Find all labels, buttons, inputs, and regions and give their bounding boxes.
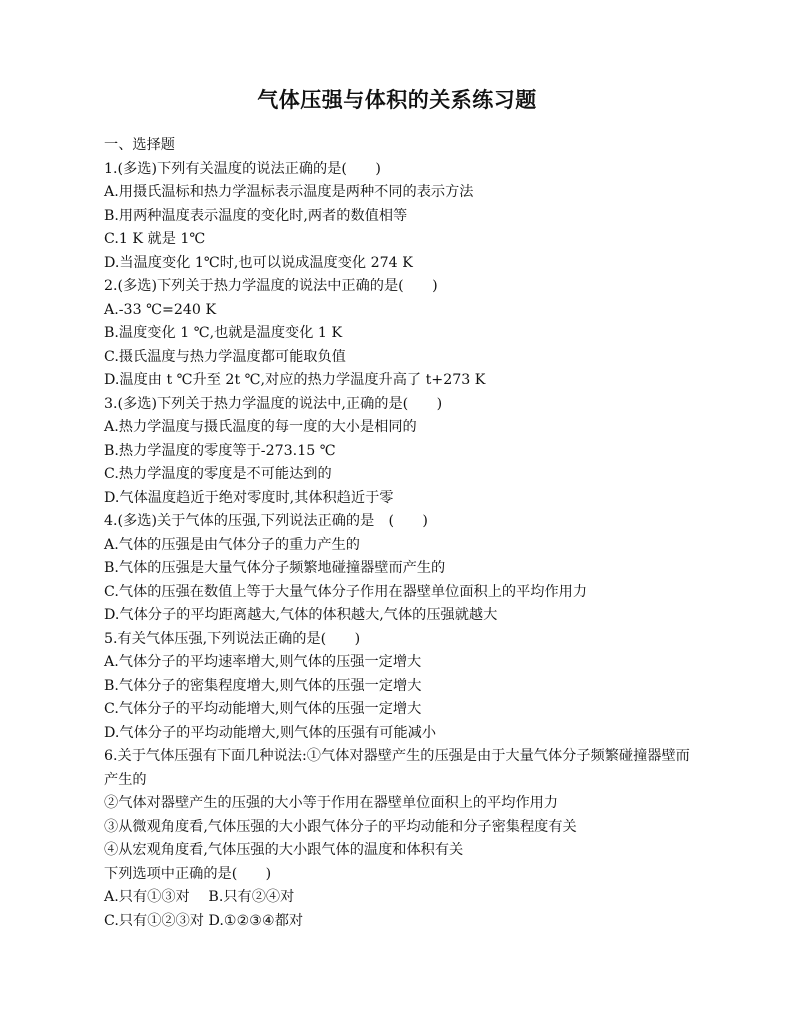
option-b: B.气体的压强是大量气体分子频繁地碰撞器壁而产生的 [104, 560, 446, 576]
option-d: D.温度由 t ℃升至 2t ℃,对应的热力学温度升高了 t+273 K [104, 372, 486, 388]
question-stem: 1.(多选)下列有关温度的说法正确的是( ) [104, 160, 381, 177]
page-title: 气体压强与体积的关系练习题 [257, 88, 537, 112]
question-stem: 5.有关气体压强,下列说法正确的是( ) [104, 630, 361, 647]
options-a-b: A.只有①③对 B.只有②④对 [104, 889, 295, 905]
option-c: C.热力学温度的零度是不可能达到的 [104, 466, 332, 482]
question-list [104, 134, 694, 933]
option-b: B.用两种温度表示温度的变化时,两者的数值相等 [104, 207, 408, 224]
section-heading: 一、选择题 [104, 137, 175, 153]
question-5 [104, 628, 694, 746]
option-a: A.热力学温度与摄氏温度的每一度的大小是相同的 [104, 419, 417, 435]
question-3 [104, 393, 694, 511]
question-1 [104, 158, 694, 276]
question-2 [104, 275, 694, 393]
option-a: A.气体分子的平均速率增大,则气体的压强一定增大 [104, 654, 422, 670]
question-stem: 2.(多选)下列关于热力学温度的说法中正确的是( ) [104, 278, 438, 294]
option-d: D.气体分子的平均动能增大,则气体的压强有可能减小 [104, 724, 437, 741]
option-c: C.气体分子的平均动能增大,则气体的压强一定增大 [104, 701, 422, 717]
question-6 [104, 745, 694, 933]
statement-4: ④从宏观角度看,气体压强的大小跟气体的温度和体积有关 [104, 842, 464, 858]
question-prompt: 下列选项中正确的是( ) [104, 865, 272, 882]
question-stem: 6.关于气体压强有下面几种说法:①气体对器壁产生的压强是由于大量气体分子频繁碰撞器壁而产生的 [104, 748, 690, 788]
option-a: A.用摄氏温标和热力学温标表示温度是两种不同的表示方法 [104, 184, 474, 200]
question-4 [104, 510, 694, 628]
option-d: D.气体分子的平均距离越大,气体的体积越大,气体的压强就越大 [104, 607, 498, 623]
option-b: B.温度变化 1 ℃,也就是温度变化 1 K [104, 325, 343, 341]
option-d: D.气体温度趋近于绝对零度时,其体积趋近于零 [104, 489, 394, 506]
option-a: A.-33 ℃=240 K [104, 301, 217, 318]
option-a: A.气体的压强是由气体分子的重力产生的 [104, 536, 360, 553]
option-b: B.气体分子的密集程度增大,则气体的压强一定增大 [104, 677, 422, 694]
option-b: B.热力学温度的零度等于-273.15 ℃ [104, 442, 336, 459]
statement-3: ③从微观角度看,气体压强的大小跟气体分子的平均动能和分子密集程度有关 [104, 818, 577, 835]
option-c: C.1 K 就是 1℃ [104, 231, 206, 247]
question-stem: 3.(多选)下列关于热力学温度的说法中,正确的是( ) [104, 395, 443, 412]
option-c: C.气体的压强在数值上等于大量气体分子作用在器壁单位面积上的平均作用力 [104, 583, 588, 600]
options-c-d: C.只有①②③对 D.①②③④都对 [104, 912, 304, 929]
question-stem: 4.(多选)关于气体的压强,下列说法正确的是 ( ) [104, 513, 428, 529]
option-c: C.摄氏温度与热力学温度都可能取负值 [104, 348, 346, 365]
option-d: D.当温度变化 1℃时,也可以说成温度变化 274 K [104, 254, 413, 271]
statement-2: ②气体对器壁产生的压强的大小等于作用在器壁单位面积上的平均作用力 [104, 795, 559, 811]
